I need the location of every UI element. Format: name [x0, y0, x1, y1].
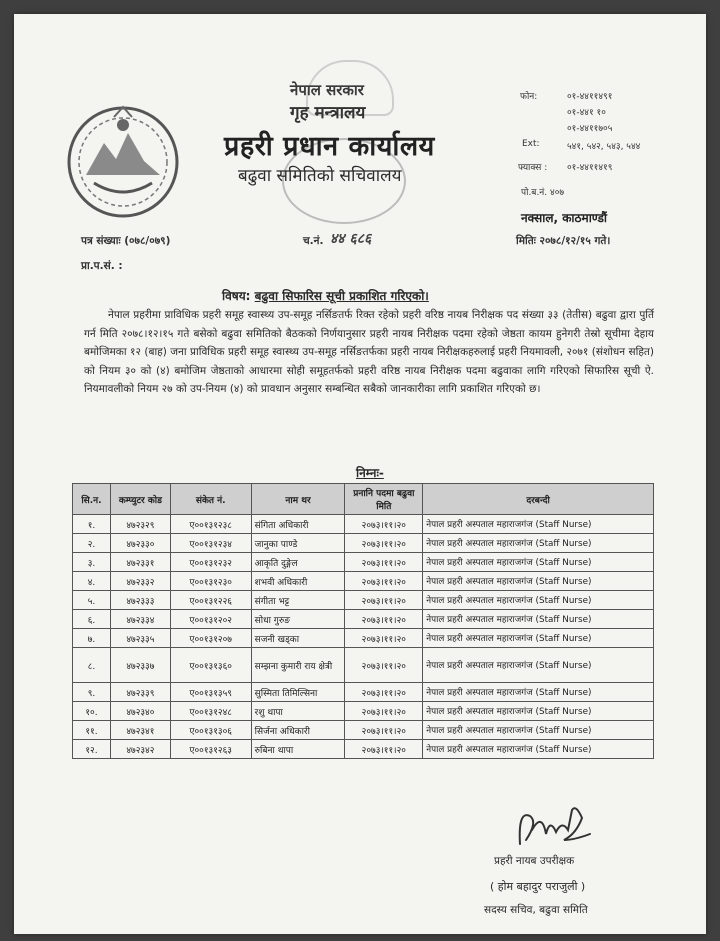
cell-code: ४७२३३२ [110, 572, 170, 591]
col-header-promotion-date: प्रनानि पदमा बढुवा मिति [345, 484, 423, 515]
cell-sn: १. [73, 515, 111, 534]
cell-post: नेपाल प्रहरी अस्पताल महाराजगंज (Staff Nurse) [423, 629, 654, 648]
cell-sn: ३. [73, 553, 111, 572]
letter-body: नेपाल प्रहरीमा प्राविधिक प्रहरी समूह स्वास्थ्य उप-समूह नर्सिङतर्फ रिक्त रहेको प्रहरी वरिष्ठ नायब निरीक्षक पद संख्या ३३ (तेतीस) बढुवा द्वारा पुर्ति गर्न मिति २०७८।१२।१५ गते बसेको बढुवा समितिको बैठकको निर्णयानुसार प्रहरी नायब निरीक्षक पदमा रहेको जेष्ठता कायम हुनेगरी तेस्रो सूचीमा देहाय बमोजिमका १२ (बाह) जना प्राविधिक प्रहरी समूह स्वास्थ्य उप-समूह नर्सिङतर्फका प्रहरी नायब निरीक्षकहरुलाई प्रहरी नियमावली, २०७१ (संशोधन सहित) को नियम ३० को (४) बमोजिम जेष्ठताको आधारमा सोही समूहतर्फको प्रहरी वरिष्ठ नायब निरीक्षक पदमा बढुवाका लागि गरिएको सिफारिस सूची ऐ. नियमावलीको नियम २७ को उप-नियम (४) को प्रावधान अनुसार सम्बन्धित सबैको जानकारीका लागि प्रकाशित गरिएको छ। [84, 309, 654, 395]
signatory-role: सदस्य सचिव, बढुवा समिति [484, 904, 588, 916]
cell-post: नेपाल प्रहरी अस्पताल महाराजगंज (Staff Nurse) [423, 702, 654, 721]
phone-2: ०१-४४१ १० [567, 108, 606, 118]
cell-name: रुबिना थापा [251, 740, 345, 759]
subject-label: विषय: [222, 289, 251, 303]
ext-value: ५४१, ५४२, ५४३, ५४४ [567, 142, 641, 152]
cell-sn: १०. [73, 702, 111, 721]
cell-post: नेपाल प्रहरी अस्पताल महाराजगंज (Staff Nurse) [423, 572, 654, 591]
nepal-emblem-icon [64, 103, 182, 221]
cell-date: २०७३।११।२० [345, 740, 423, 759]
cell-name: आकृति दुङ्गेल [251, 553, 345, 572]
cell-symbol: ए००१३१३६० [170, 648, 251, 683]
cell-name: सोधा गुरुङ [251, 610, 345, 629]
cell-sn: २. [73, 534, 111, 553]
col-header-name: नाम थर [251, 484, 345, 515]
cell-date: २०७३।११।२० [345, 629, 423, 648]
cell-symbol: ए००१३१२६३ [170, 740, 251, 759]
cell-date: २०७३।११।२० [345, 572, 423, 591]
po-box: पो.ब.नं. ४०७ [521, 188, 565, 198]
table-row [73, 648, 654, 683]
cell-code: ४७२३३५ [110, 629, 170, 648]
cell-symbol: ए००१३१२४८ [170, 702, 251, 721]
ext-label: Ext: [522, 139, 540, 149]
cell-name: सजनी खड्का [251, 629, 345, 648]
cell-date: २०७३।११।२० [345, 591, 423, 610]
col-header-computer-code: कम्प्युटर कोड [110, 484, 170, 515]
cell-code: ४७२३३९ [110, 683, 170, 702]
table-row [73, 591, 654, 610]
table-row [73, 515, 654, 534]
cell-symbol: ए००१३१२०७ [170, 629, 251, 648]
fax-label: फ्याक्स : [518, 163, 548, 173]
cell-symbol: ए००१३१२३८ [170, 515, 251, 534]
table-row [73, 629, 654, 648]
cell-code: ४७२३३१ [110, 553, 170, 572]
table-header-row [73, 484, 654, 515]
table-row [73, 534, 654, 553]
subject-line [222, 287, 429, 304]
cell-date: २०७३।११।२० [345, 515, 423, 534]
table-row [73, 683, 654, 702]
reference-number: पत्र संख्याः (०७८/०७९) [81, 235, 171, 247]
cell-sn: ४. [73, 572, 111, 591]
phone-label: फोन: [520, 92, 538, 102]
cell-code: ४७२३२९ [110, 515, 170, 534]
subject-text: बढुवा सिफारिस सूची प्रकाशित गरिएको। [254, 289, 429, 303]
cell-sn: ९. [73, 683, 111, 702]
cell-date: २०७३।११।२० [345, 721, 423, 740]
cell-post: नेपाल प्रहरी अस्पताल महाराजगंज (Staff Nurse) [423, 648, 654, 683]
dispatch-label: च.नं. [303, 235, 324, 247]
fax-value: ०१-४४११४१९ [567, 163, 613, 173]
cell-symbol: ए००१३१२२६ [170, 591, 251, 610]
handwritten-signature [512, 800, 594, 854]
cell-symbol: ए००१३१२०२ [170, 610, 251, 629]
cell-name: सिर्जना अधिकारी [251, 721, 345, 740]
cell-name: रशु थापा [251, 702, 345, 721]
cell-date: २०७३।११।२० [345, 534, 423, 553]
cell-date: २०७३।११।२० [345, 702, 423, 721]
signatory-title: प्रहरी नायब उपरीक्षक [494, 855, 575, 867]
govt-name: नेपाल सरकार [290, 81, 364, 99]
cell-date: २०७३।११।२० [345, 683, 423, 702]
cell-code: ४७२३३७ [110, 648, 170, 683]
address: नक्साल, काठमाण्डौं [521, 211, 608, 225]
cell-symbol: ए००१३१२३४ [170, 534, 251, 553]
cell-sn: ६. [73, 610, 111, 629]
cell-post: नेपाल प्रहरी अस्पताल महाराजगंज (Staff Nurse) [423, 553, 654, 572]
cell-post: नेपाल प्रहरी अस्पताल महाराजगंज (Staff Nurse) [423, 591, 654, 610]
cell-name: संगिता अधिकारी [251, 515, 345, 534]
cell-post: नेपाल प्रहरी अस्पताल महाराजगंज (Staff Nurse) [423, 721, 654, 740]
signatory-name: ( होम बहादुर पराजुली ) [490, 880, 586, 893]
cell-post: नेपाल प्रहरी अस्पताल महाराजगंज (Staff Nurse) [423, 515, 654, 534]
cell-code: ४७२३३० [110, 534, 170, 553]
pra-pa-number: प्रा.प.सं. : [81, 260, 123, 272]
col-header-post: दरबन्दी [423, 484, 654, 515]
col-header-sn: सि.न. [73, 484, 111, 515]
table-row [73, 740, 654, 759]
cell-code: ४७२३४१ [110, 721, 170, 740]
office-name: प्रहरी प्रधान कार्यालय [224, 131, 435, 162]
promotion-table [72, 483, 654, 759]
cell-code: ४७२३३३ [110, 591, 170, 610]
cell-code: ४७२३३४ [110, 610, 170, 629]
cell-date: २०७३।११।२० [345, 553, 423, 572]
table-row [73, 610, 654, 629]
table-row [73, 553, 654, 572]
ministry-name: गृह मन्त्रालय [290, 103, 366, 123]
cell-post: नेपाल प्रहरी अस्पताल महाराजगंज (Staff Nurse) [423, 740, 654, 759]
list-heading: निम्नः- [356, 466, 384, 480]
cell-symbol: ए००१३१२३२ [170, 553, 251, 572]
cell-code: ४७२३४२ [110, 740, 170, 759]
table-row [73, 572, 654, 591]
cell-name: जानुका पाण्डे [251, 534, 345, 553]
cell-sn: १२. [73, 740, 111, 759]
cell-sn: ८. [73, 648, 111, 683]
letter-date: मितिः २०७८/१२/१५ गते। [516, 235, 611, 247]
dispatch-number: ४४ ६८६ [330, 231, 372, 247]
cell-code: ४७२३४० [110, 702, 170, 721]
phone-1: ०१-४४११४९१ [567, 92, 613, 102]
cell-name: सम्झना कुमारी राय क्षेत्री [251, 648, 345, 683]
cell-sn: ११. [73, 721, 111, 740]
cell-name: शभवी अधिकारी [251, 572, 345, 591]
col-header-symbol-no: संकेत नं. [170, 484, 251, 515]
cell-sn: ५. [73, 591, 111, 610]
table-row [73, 702, 654, 721]
section-name: बढुवा समितिको सचिवालय [238, 166, 402, 186]
cell-date: २०७३।११।२० [345, 648, 423, 683]
cell-date: २०७३।११।२० [345, 610, 423, 629]
cell-name: संगीता भट्ट [251, 591, 345, 610]
cell-sn: ७. [73, 629, 111, 648]
phone-3: ०१-४४११७०५ [567, 124, 613, 134]
cell-symbol: ए००१३१३०६ [170, 721, 251, 740]
cell-symbol: ए००१३१३५९ [170, 683, 251, 702]
table-row [73, 721, 654, 740]
cell-post: नेपाल प्रहरी अस्पताल महाराजगंज (Staff Nurse) [423, 610, 654, 629]
cell-post: नेपाल प्रहरी अस्पताल महाराजगंज (Staff Nurse) [423, 534, 654, 553]
cell-post: नेपाल प्रहरी अस्पताल महाराजगंज (Staff Nurse) [423, 683, 654, 702]
cell-symbol: ए००१३१२३० [170, 572, 251, 591]
cell-name: सुस्मिता तिमिल्सिना [251, 683, 345, 702]
